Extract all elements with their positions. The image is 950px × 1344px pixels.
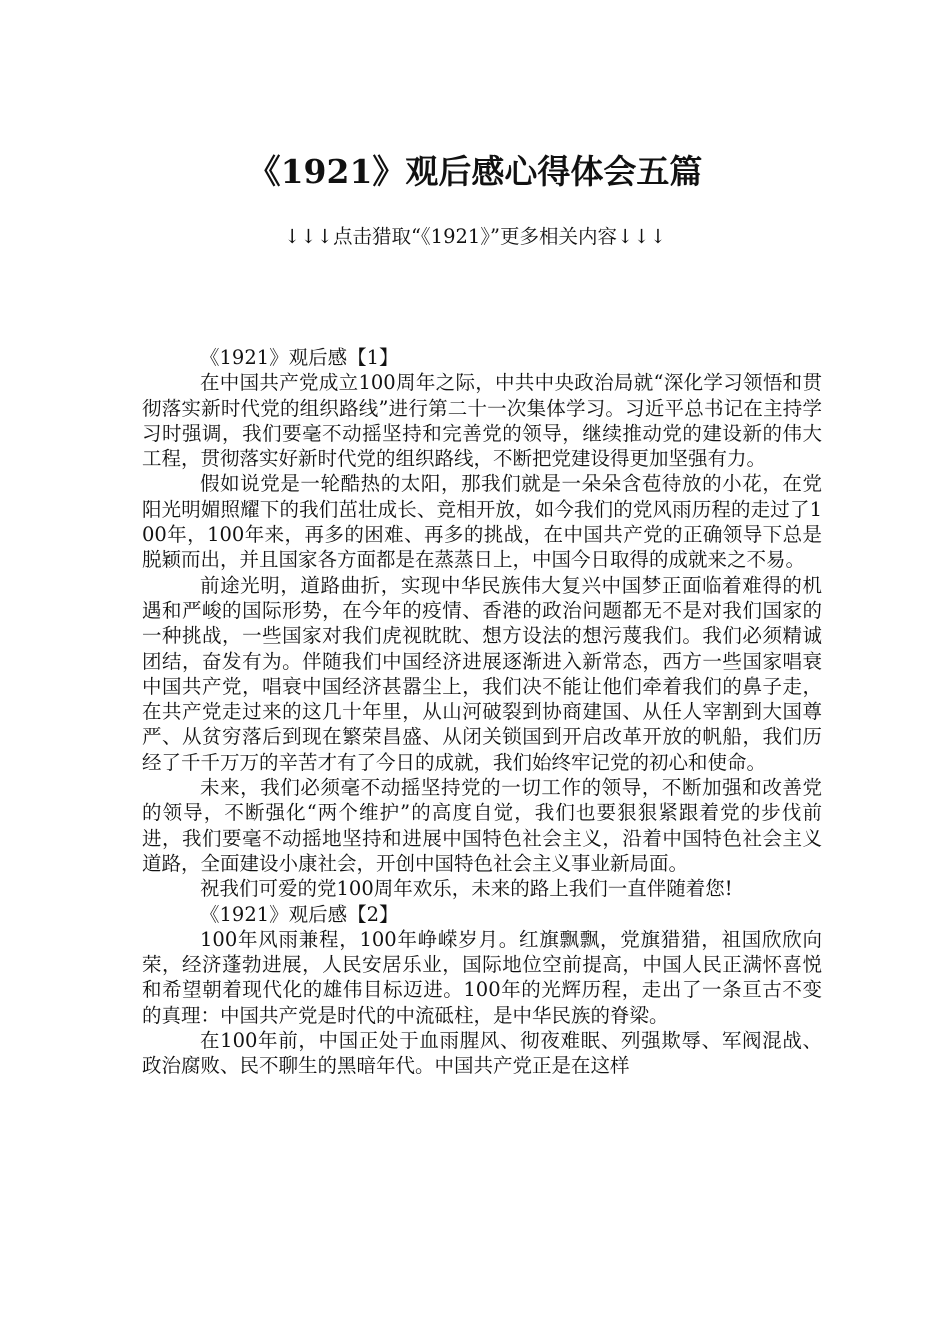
- related-content-link[interactable]: ↓↓↓点击猎取“《1921》”更多相关内容↓↓↓: [283, 225, 667, 248]
- paragraph: 在100年前，中国正处于血雨腥风、彻夜难眠、列强欺辱、军阀混战、政治腐败、民不聊生的黑暗年代。中国共产党正是在这样: [142, 1029, 822, 1078]
- page-title: 《1921》观后感心得体会五篇: [247, 152, 703, 192]
- paragraph: 在中国共产党成立100周年之际，中共中央政治局就“深化学习领悟和贯彻落实新时代党的组织路线”进行第二十一次集体学习。习近平总书记在主持学习时强调，我们要毫不动摇坚持和完善党的领导，继续推动党的建设新的伟大工程，贯彻落实好新时代党的组织路线，不断把党建设得更加坚强有力。: [142, 371, 822, 471]
- section-heading-2: 《1921》观后感【2】: [200, 902, 399, 926]
- paragraph: 前途光明，道路曲折，实现中华民族伟大复兴中国梦正面临着难得的机遇和严峻的国际形势，在今年的疫情、香港的政治问题都无不是对我们国家的一种挑战，一些国家对我们虎视眈眈、想方设法的想污蔑我们。我们必须精诚团结，奋发有为。伴随我们中国经济进展逐渐进入新常态，西方一些国家唱衰中国共产党，唱衰中国经济甚嚣尘上，我们决不能让他们牵着我们的鼻子走，在共产党走过来的这几十年里，从山河破裂到协商建国、从任人宰割到大国尊严、从贫穷落后到现在繁荣昌盛、从闭关锁国到开启改革开放的帆船，我们历经了千千万万的辛苦才有了今日的成就，我们始终牢记党的初心和使命。: [142, 573, 822, 774]
- section-heading-1: 《1921》观后感【1】: [200, 346, 399, 369]
- closing-line: 祝我们可爱的党100周年欢乐，未来的路上我们一直伴随着您!: [200, 877, 733, 901]
- document-body: [142, 345, 822, 1079]
- paragraph: 未来，我们必须毫不动摇坚持党的一切工作的领导，不断加强和改善党的领导，不断强化“两个维护”的高度自觉，我们也要狠狠紧跟着党的步伐前进，我们要毫不动摇地坚持和进展中国特色社会主义，沿着中国特色社会主义道路，全面建设小康社会，开创中国特色社会主义事业新局面。: [142, 776, 822, 875]
- paragraph: 100年风雨兼程，100年峥嵘岁月。红旗飘飘，党旗猎猎，祖国欣欣向荣，经济蓬勃进展，人民安居乐业，国际地位空前提高，中国人民正满怀喜悦和希望朝着现代化的雄伟目标迈进。100年的光辉历程，走出了一条亘古不变的真理：中国共产党是时代的中流砥柱，是中华民族的脊梁。: [142, 927, 822, 1027]
- paragraph: 假如说党是一轮酷热的太阳，那我们就是一朵朵含苞待放的小花，在党阳光明媚照耀下的我们茁壮成长、竞相开放，如今我们的党风雨历程的走过了100年，100年来，再多的困难、再多的挑战，在中国共产党的正确领导下总是脱颖而出，并且国家各方面都是在蒸蒸日上，中国今日取得的成就来之不易。: [142, 472, 822, 572]
